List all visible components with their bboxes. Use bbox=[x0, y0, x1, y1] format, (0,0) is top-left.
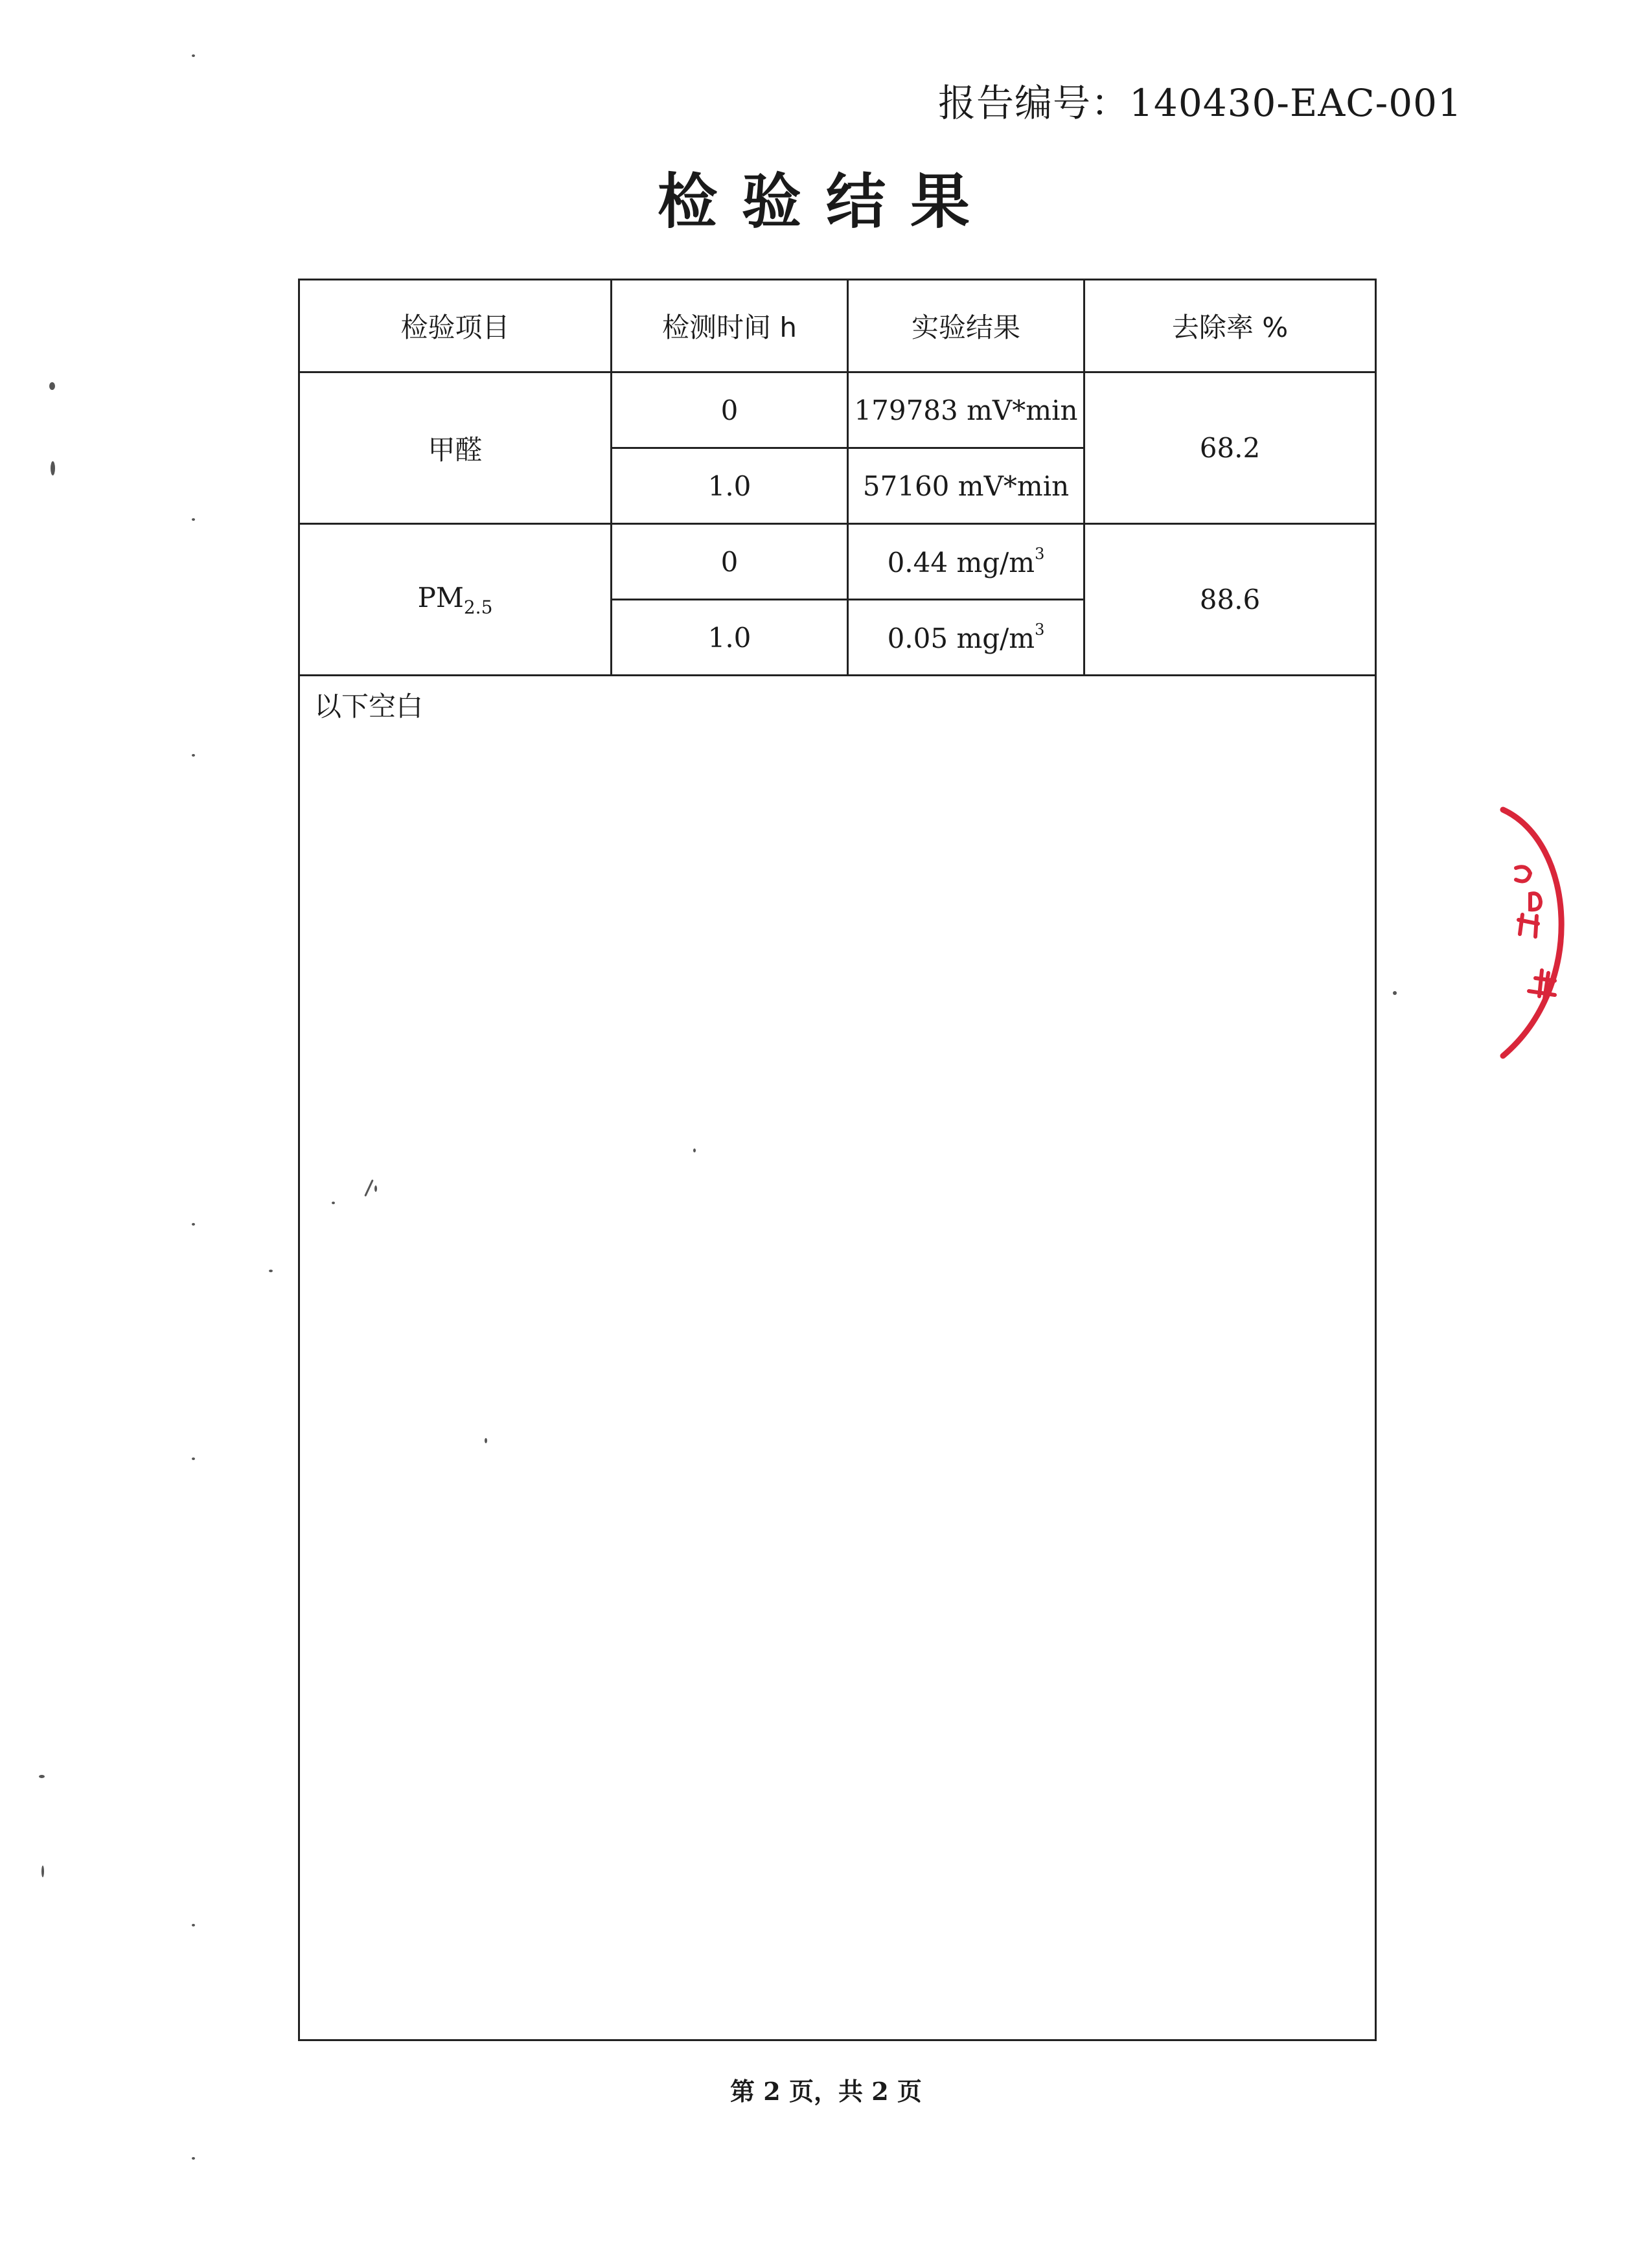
result-value: 0.44 mg/m bbox=[887, 547, 1035, 578]
item-name-pm25-base: PM bbox=[417, 581, 464, 613]
seal-arc bbox=[1503, 810, 1561, 1056]
footer-page-number: 2 bbox=[763, 2077, 781, 2106]
report-number-label: 报告编号： bbox=[938, 81, 1130, 125]
report-number bbox=[938, 73, 1462, 127]
table-header-row bbox=[299, 280, 1376, 372]
item-name-pm25 bbox=[299, 524, 612, 676]
scan-speck bbox=[192, 1457, 195, 1460]
result-unit-exponent: 3 bbox=[1035, 545, 1045, 563]
removal-rate-formaldehyde: 68.2 bbox=[1084, 372, 1376, 524]
result-cell bbox=[848, 600, 1084, 676]
page-footer bbox=[0, 2072, 1652, 2107]
page-title: 检验结果 bbox=[657, 167, 994, 236]
scan-speck bbox=[332, 1202, 335, 1204]
result-cell: 179783 mV*min bbox=[848, 372, 1084, 448]
column-header-result: 实验结果 bbox=[848, 280, 1084, 372]
footer-middle: 页，共 bbox=[788, 2077, 863, 2106]
removal-rate-pm25: 88.6 bbox=[1084, 524, 1376, 676]
scan-speck bbox=[192, 518, 195, 521]
scan-speck bbox=[485, 1438, 487, 1443]
report-number-value: 140430-EAC-001 bbox=[1129, 81, 1462, 125]
scan-speck bbox=[39, 1775, 45, 1778]
results-table bbox=[298, 279, 1377, 2041]
footer-prefix: 第 bbox=[730, 2077, 755, 2106]
footer-suffix: 页 bbox=[897, 2077, 922, 2106]
scan-speck bbox=[693, 1148, 696, 1152]
result-cell bbox=[848, 524, 1084, 600]
scan-speck bbox=[41, 1866, 44, 1877]
table-row bbox=[299, 372, 1376, 448]
time-cell: 0 bbox=[612, 372, 848, 448]
scan-speck bbox=[374, 1185, 377, 1192]
scan-speck bbox=[269, 1270, 273, 1272]
result-value: 0.05 mg/m bbox=[887, 623, 1035, 654]
item-name-formaldehyde: 甲醛 bbox=[299, 372, 612, 524]
scan-speck bbox=[1393, 991, 1397, 995]
blank-note: 以下空白 bbox=[299, 676, 1376, 2040]
scan-speck bbox=[192, 1223, 195, 1226]
column-header-item: 检验项目 bbox=[299, 280, 612, 372]
scan-speck bbox=[192, 54, 195, 57]
scan-speck bbox=[49, 382, 55, 390]
column-header-removal-rate: 去除率 % bbox=[1084, 280, 1376, 372]
time-cell: 0 bbox=[612, 524, 848, 600]
table-row bbox=[299, 524, 1376, 600]
scan-speck bbox=[192, 2157, 195, 2160]
official-seal-stamp bbox=[1477, 797, 1594, 1069]
time-cell: 1.0 bbox=[612, 600, 848, 676]
scan-speck bbox=[192, 754, 195, 757]
column-header-time: 检测时间 h bbox=[612, 280, 848, 372]
footer-total-pages: 2 bbox=[871, 2077, 889, 2106]
result-unit-exponent: 3 bbox=[1035, 621, 1045, 639]
result-cell: 57160 mV*min bbox=[848, 448, 1084, 524]
seal-glyphs bbox=[1516, 867, 1555, 999]
time-cell: 1.0 bbox=[612, 448, 848, 524]
scan-speck bbox=[192, 1924, 195, 1926]
item-name-pm25-subscript: 2.5 bbox=[463, 596, 493, 618]
blank-row bbox=[299, 676, 1376, 2040]
scan-speck bbox=[51, 461, 55, 475]
